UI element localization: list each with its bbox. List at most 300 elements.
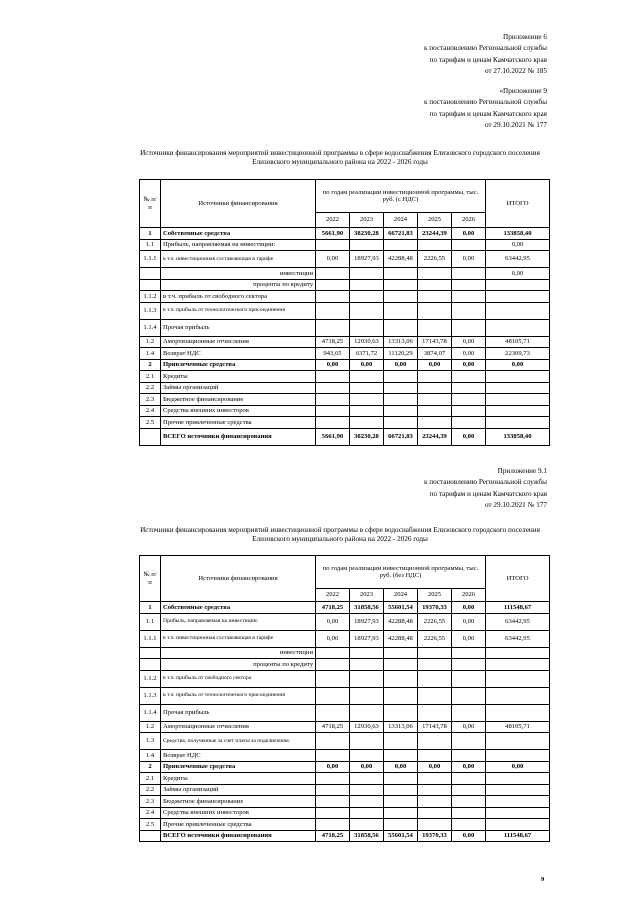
row-source-name: Бюджетное финансирование (161, 394, 316, 406)
row-year-value (418, 291, 452, 303)
row-source-name: инвестиции (161, 647, 316, 659)
table-row (140, 784, 550, 796)
table-row (140, 319, 550, 336)
row-number: 2 (140, 359, 161, 371)
row-source-name: в т.ч. прибыль от свободного сектора (161, 670, 316, 687)
table-row (140, 251, 550, 268)
row-total-value (486, 750, 550, 762)
table-header-row (140, 180, 550, 213)
row-number: 1.1.3 (140, 687, 161, 704)
row-year-value: 0,00 (316, 761, 350, 773)
row-year-value: 12930,63 (350, 336, 384, 348)
row-number: 2.2 (140, 382, 161, 394)
row-year-value (384, 819, 418, 831)
row-year-value (384, 302, 418, 319)
row-source-name: Собственные средства (161, 228, 316, 240)
row-year-value: 0,00 (452, 630, 486, 647)
row-year-value (350, 659, 384, 671)
row-number: 2.4 (140, 405, 161, 417)
table-row (140, 291, 550, 303)
row-total-value: 0,00 (486, 239, 550, 251)
row-year-value (350, 279, 384, 291)
table-row (140, 659, 550, 671)
row-year-value (384, 687, 418, 704)
row-year-value (350, 382, 384, 394)
row-year-value: 0,00 (452, 830, 486, 842)
row-year-value: 4718,25 (316, 721, 350, 733)
row-year-value (452, 371, 486, 383)
row-year-value (316, 704, 350, 721)
row-year-value (350, 405, 384, 417)
row-total-value (486, 302, 550, 319)
row-year-value (384, 239, 418, 251)
row-year-value (316, 819, 350, 831)
appendix-9-1-header (424, 466, 547, 512)
row-source-name: Прибыль, направляемая на инвестиции: (161, 239, 316, 251)
table-row (140, 733, 550, 750)
row-year-value (418, 733, 452, 750)
row-total-value (486, 405, 550, 417)
row-number: 1.2 (140, 336, 161, 348)
row-year-value: 0,00 (384, 761, 418, 773)
row-year-value: 0,00 (350, 359, 384, 371)
table-row (140, 371, 550, 383)
row-source-name: Прочие привлеченные средства (161, 819, 316, 831)
row-source-name: Привлеченные средства (161, 761, 316, 773)
row-year-value: 38230,28 (350, 428, 384, 445)
row-year-value: 5661,90 (316, 228, 350, 240)
row-total-value: 0,00 (486, 268, 550, 280)
row-total-value: 0,00 (486, 359, 550, 371)
row-year-value: 0,00 (350, 761, 384, 773)
row-year-value (418, 687, 452, 704)
row-year-value: 19370,33 (418, 602, 452, 614)
row-year-value (316, 647, 350, 659)
row-year-value: 4718,25 (316, 830, 350, 842)
row-year-value (418, 319, 452, 336)
row-year-value (418, 750, 452, 762)
row-number: 1.2 (140, 721, 161, 733)
row-year-value (316, 670, 350, 687)
row-total-value (486, 394, 550, 406)
row-year-value (452, 302, 486, 319)
row-year-value (350, 796, 384, 808)
row-year-value (316, 319, 350, 336)
header-year: 2022 (316, 589, 350, 602)
row-year-value (452, 807, 486, 819)
row-source-name: в т.ч. инвестиционная составляющая в тарифе (161, 251, 316, 268)
row-year-value (452, 291, 486, 303)
row-total-value: 48105,71 (486, 336, 550, 348)
row-year-value (452, 647, 486, 659)
row-total-value (486, 784, 550, 796)
row-year-value (452, 773, 486, 785)
page-number: 9 (541, 876, 545, 883)
row-total-value: 63442,95 (486, 630, 550, 647)
row-number: 1 (140, 602, 161, 614)
header-total: ИТОГО (486, 556, 550, 602)
row-year-value (316, 733, 350, 750)
row-year-value: 3874,07 (418, 348, 452, 360)
row-number: 1.1.1 (140, 251, 161, 268)
table-row (140, 830, 550, 842)
table-row (140, 405, 550, 417)
row-year-value: 5661,90 (316, 428, 350, 445)
row-year-value: 55601,54 (384, 602, 418, 614)
row-year-value: 42288,48 (384, 613, 418, 630)
row-number: 1.1.3 (140, 302, 161, 319)
row-year-value: 0,00 (384, 359, 418, 371)
row-source-name: Прочая прибыль (161, 319, 316, 336)
row-source-name: в т.ч. прибыль от технологического присоединения (161, 687, 316, 704)
table-row (140, 428, 550, 445)
row-total-value: 48105,71 (486, 721, 550, 733)
table-row (140, 302, 550, 319)
header-year: 2026 (452, 213, 486, 228)
row-source-name: Бюджетное финансирование (161, 796, 316, 808)
row-year-value (316, 291, 350, 303)
row-year-value (418, 659, 452, 671)
row-year-value: 0,00 (316, 613, 350, 630)
header-year: 2025 (418, 213, 452, 228)
table-row (140, 807, 550, 819)
row-number: 2.3 (140, 394, 161, 406)
row-source-name: Займы организаций (161, 784, 316, 796)
row-source-name: Амортизационные отчисления (161, 336, 316, 348)
row-number: 2.4 (140, 807, 161, 819)
row-total-value (486, 670, 550, 687)
row-year-value (316, 773, 350, 785)
row-year-value (316, 394, 350, 406)
row-source-name: Средства внешних инвесторов (161, 405, 316, 417)
header-year: 2026 (452, 589, 486, 602)
row-year-value (350, 819, 384, 831)
row-year-value: 11120,29 (384, 348, 418, 360)
row-year-value: 2226,55 (418, 630, 452, 647)
row-year-value (316, 279, 350, 291)
row-year-value (316, 807, 350, 819)
row-year-value (452, 382, 486, 394)
row-number: 1.3 (140, 733, 161, 750)
row-year-value (418, 417, 452, 429)
row-number (140, 268, 161, 280)
table-row (140, 750, 550, 762)
table-row (140, 687, 550, 704)
row-year-value (316, 268, 350, 280)
row-year-value (350, 784, 384, 796)
table-row (140, 268, 550, 280)
row-year-value (418, 279, 452, 291)
row-total-value: 111548,67 (486, 830, 550, 842)
row-year-value (384, 659, 418, 671)
row-total-value (486, 687, 550, 704)
row-year-value: 0,00 (452, 602, 486, 614)
row-year-value (350, 647, 384, 659)
row-source-name: Средства, полученные за счет платы за подключение. (161, 733, 316, 750)
row-source-name: Возврат НДС (161, 348, 316, 360)
row-year-value: 23244,39 (418, 228, 452, 240)
table-row (140, 630, 550, 647)
table-row (140, 819, 550, 831)
row-number: 1.4 (140, 348, 161, 360)
header-number: № п/п (140, 556, 161, 602)
row-year-value (384, 279, 418, 291)
row-year-value (350, 291, 384, 303)
header-line: Приложение 6 (503, 33, 547, 41)
header-line: от 27.10.2022 № 185 (484, 67, 547, 76)
financing-table-without-vat (139, 555, 550, 842)
row-year-value: 0,00 (452, 228, 486, 240)
header-line: Приложение 9.1 (497, 467, 547, 475)
row-year-value: 0,00 (316, 359, 350, 371)
row-source-name: Привлеченные средства (161, 359, 316, 371)
header-line: к постановлению Региональной службы (423, 44, 547, 53)
header-year: 2024 (384, 213, 418, 228)
header-number: № п/п (140, 180, 161, 228)
row-year-value (452, 819, 486, 831)
row-year-value: 42288,48 (384, 630, 418, 647)
row-year-value (350, 750, 384, 762)
row-year-value: 17143,78 (418, 721, 452, 733)
row-total-value (486, 704, 550, 721)
row-number: 1.1.1 (140, 630, 161, 647)
row-number (140, 659, 161, 671)
row-total-value: 111548,67 (486, 602, 550, 614)
header-line: по тарифам и ценам Камчатского края (429, 55, 547, 64)
row-year-value (418, 704, 452, 721)
row-year-value (418, 796, 452, 808)
row-year-value (350, 704, 384, 721)
row-number: 2.1 (140, 371, 161, 383)
row-year-value (350, 302, 384, 319)
row-source-name: Прочая прибыль (161, 704, 316, 721)
row-year-value (452, 687, 486, 704)
row-year-value (316, 302, 350, 319)
row-year-value (418, 371, 452, 383)
header-line: «Приложение 9 (499, 87, 547, 95)
row-number: 1.1.4 (140, 704, 161, 721)
table-row (140, 670, 550, 687)
row-year-value (350, 773, 384, 785)
row-total-value (486, 382, 550, 394)
row-source-name: Средства внешних инвесторов (161, 807, 316, 819)
row-year-value (384, 394, 418, 406)
row-year-value: 4718,25 (316, 602, 350, 614)
row-year-value (452, 670, 486, 687)
row-source-name: Займы организаций (161, 382, 316, 394)
row-number (140, 647, 161, 659)
row-year-value: 31858,56 (350, 830, 384, 842)
row-number: 2.3 (140, 796, 161, 808)
row-year-value (452, 394, 486, 406)
row-year-value (384, 268, 418, 280)
row-year-value (452, 405, 486, 417)
row-year-value (452, 659, 486, 671)
row-year-value (418, 405, 452, 417)
row-year-value (418, 394, 452, 406)
table-row (140, 228, 550, 240)
row-year-value (384, 647, 418, 659)
row-year-value (384, 291, 418, 303)
row-year-value (418, 302, 452, 319)
row-total-value (486, 279, 550, 291)
row-year-value (350, 687, 384, 704)
row-source-name: в т.ч. прибыль от технологического присоединения (161, 302, 316, 319)
table-row (140, 796, 550, 808)
row-year-value: 0,00 (316, 251, 350, 268)
table-row (140, 279, 550, 291)
header-year: 2023 (350, 213, 384, 228)
table-row (140, 721, 550, 733)
row-year-value (384, 670, 418, 687)
row-year-value (350, 417, 384, 429)
header-source: Источники финансирования (161, 556, 316, 602)
row-year-value (316, 239, 350, 251)
row-number: 2 (140, 761, 161, 773)
row-source-name: Собственные средства (161, 602, 316, 614)
row-year-value (452, 750, 486, 762)
row-number: 1.4 (140, 750, 161, 762)
row-year-value (384, 704, 418, 721)
row-number: 2.1 (140, 773, 161, 785)
header-year: 2025 (418, 589, 452, 602)
table-row (140, 359, 550, 371)
row-year-value (384, 807, 418, 819)
row-year-value: 0,00 (452, 721, 486, 733)
row-total-value (486, 291, 550, 303)
table-row (140, 336, 550, 348)
row-total-value (486, 319, 550, 336)
row-source-name: Амортизационные отчисления (161, 721, 316, 733)
table-row (140, 647, 550, 659)
row-number: 2.5 (140, 819, 161, 831)
row-year-value: 0,00 (418, 761, 452, 773)
row-year-value (350, 319, 384, 336)
row-year-value (384, 319, 418, 336)
row-year-value: 4718,25 (316, 336, 350, 348)
row-year-value: 66721,83 (384, 428, 418, 445)
row-year-value (316, 750, 350, 762)
row-year-value: 0,00 (452, 761, 486, 773)
row-number: 1.1 (140, 613, 161, 630)
row-year-value: 6371,72 (350, 348, 384, 360)
row-year-value (452, 268, 486, 280)
row-number: 2.2 (140, 784, 161, 796)
row-total-value (486, 733, 550, 750)
header-years-group: по годам реализации инвестиционной программы, тыс. руб. (с НДС) (316, 180, 486, 213)
row-year-value (418, 239, 452, 251)
header-total: ИТОГО (486, 180, 550, 228)
row-year-value (316, 659, 350, 671)
row-total-value (486, 659, 550, 671)
row-total-value: 133858,40 (486, 428, 550, 445)
header-line: по тарифам и ценам Камчатского края (429, 489, 547, 498)
row-source-name: Прибыль, направляемая на инвестиции: (161, 613, 316, 630)
row-year-value: 0,00 (452, 428, 486, 445)
row-year-value (418, 819, 452, 831)
row-total-value (486, 796, 550, 808)
row-total-value: 133858,40 (486, 228, 550, 240)
row-year-value: 0,00 (452, 336, 486, 348)
row-total-value (486, 773, 550, 785)
row-source-name: Возврат НДС (161, 750, 316, 762)
row-number: 1 (140, 228, 161, 240)
row-source-name: в т.ч. прибыль от свободного сектора (161, 291, 316, 303)
row-year-value: 31858,56 (350, 602, 384, 614)
table-2-title: Источники финансирования мероприятий инвестиционной программы в сфере водоснабжения Елизовского городского поселения Елизовского муниципального района на 2022 - 2026 годы (140, 526, 540, 544)
table-row (140, 348, 550, 360)
table-row (140, 613, 550, 630)
row-year-value (384, 733, 418, 750)
row-year-value: 0,00 (452, 251, 486, 268)
row-year-value (316, 417, 350, 429)
row-year-value (452, 733, 486, 750)
header-year: 2024 (384, 589, 418, 602)
row-year-value (316, 371, 350, 383)
row-total-value (486, 647, 550, 659)
row-year-value (384, 417, 418, 429)
appendix-6-header (424, 32, 547, 78)
row-year-value (418, 784, 452, 796)
row-year-value: 13313,06 (384, 721, 418, 733)
row-source-name: инвестиции (161, 268, 316, 280)
row-number: 1.1.4 (140, 319, 161, 336)
table-row (140, 773, 550, 785)
row-total-value (486, 807, 550, 819)
table-row (140, 394, 550, 406)
table-1-title: Источники финансирования мероприятий инвестиционной программы в сфере водоснабжения Елизовского городского поселения Елизовского муниципального района на 2022 - 2026 годы (140, 149, 540, 167)
row-number: 2.5 (140, 417, 161, 429)
header-line: от 29.10.2021 № 177 (484, 121, 547, 130)
row-year-value (350, 239, 384, 251)
header-year: 2023 (350, 589, 384, 602)
row-number (140, 830, 161, 842)
header-line: от 29.10.2021 № 177 (484, 501, 547, 510)
row-year-value: 55601,54 (384, 830, 418, 842)
row-year-value: 19370,33 (418, 830, 452, 842)
table-row (140, 382, 550, 394)
row-source-name: проценты по кредиту (161, 659, 316, 671)
row-year-value (384, 796, 418, 808)
row-year-value (418, 382, 452, 394)
row-year-value: 0,00 (418, 359, 452, 371)
row-year-value: 17143,78 (418, 336, 452, 348)
row-year-value (384, 382, 418, 394)
row-year-value: 12930,63 (350, 721, 384, 733)
row-year-value: 18927,93 (350, 630, 384, 647)
row-source-name: Прочие привлеченные средства (161, 417, 316, 429)
row-year-value (350, 807, 384, 819)
row-year-value (350, 268, 384, 280)
row-year-value: 0,00 (316, 630, 350, 647)
financing-table-with-vat (139, 179, 550, 446)
row-year-value (316, 687, 350, 704)
row-year-value (418, 647, 452, 659)
table-row (140, 704, 550, 721)
row-year-value (384, 773, 418, 785)
appendix-9-header (424, 86, 547, 132)
row-year-value: 13313,06 (384, 336, 418, 348)
row-year-value (384, 784, 418, 796)
row-year-value (418, 670, 452, 687)
row-year-value (350, 733, 384, 750)
row-year-value (452, 417, 486, 429)
row-year-value (316, 796, 350, 808)
row-year-value (384, 371, 418, 383)
row-year-value (452, 279, 486, 291)
row-year-value (350, 371, 384, 383)
header-years-group: по годам реализации инвестиционной программы, тыс. руб. (без НДС) (316, 556, 486, 589)
